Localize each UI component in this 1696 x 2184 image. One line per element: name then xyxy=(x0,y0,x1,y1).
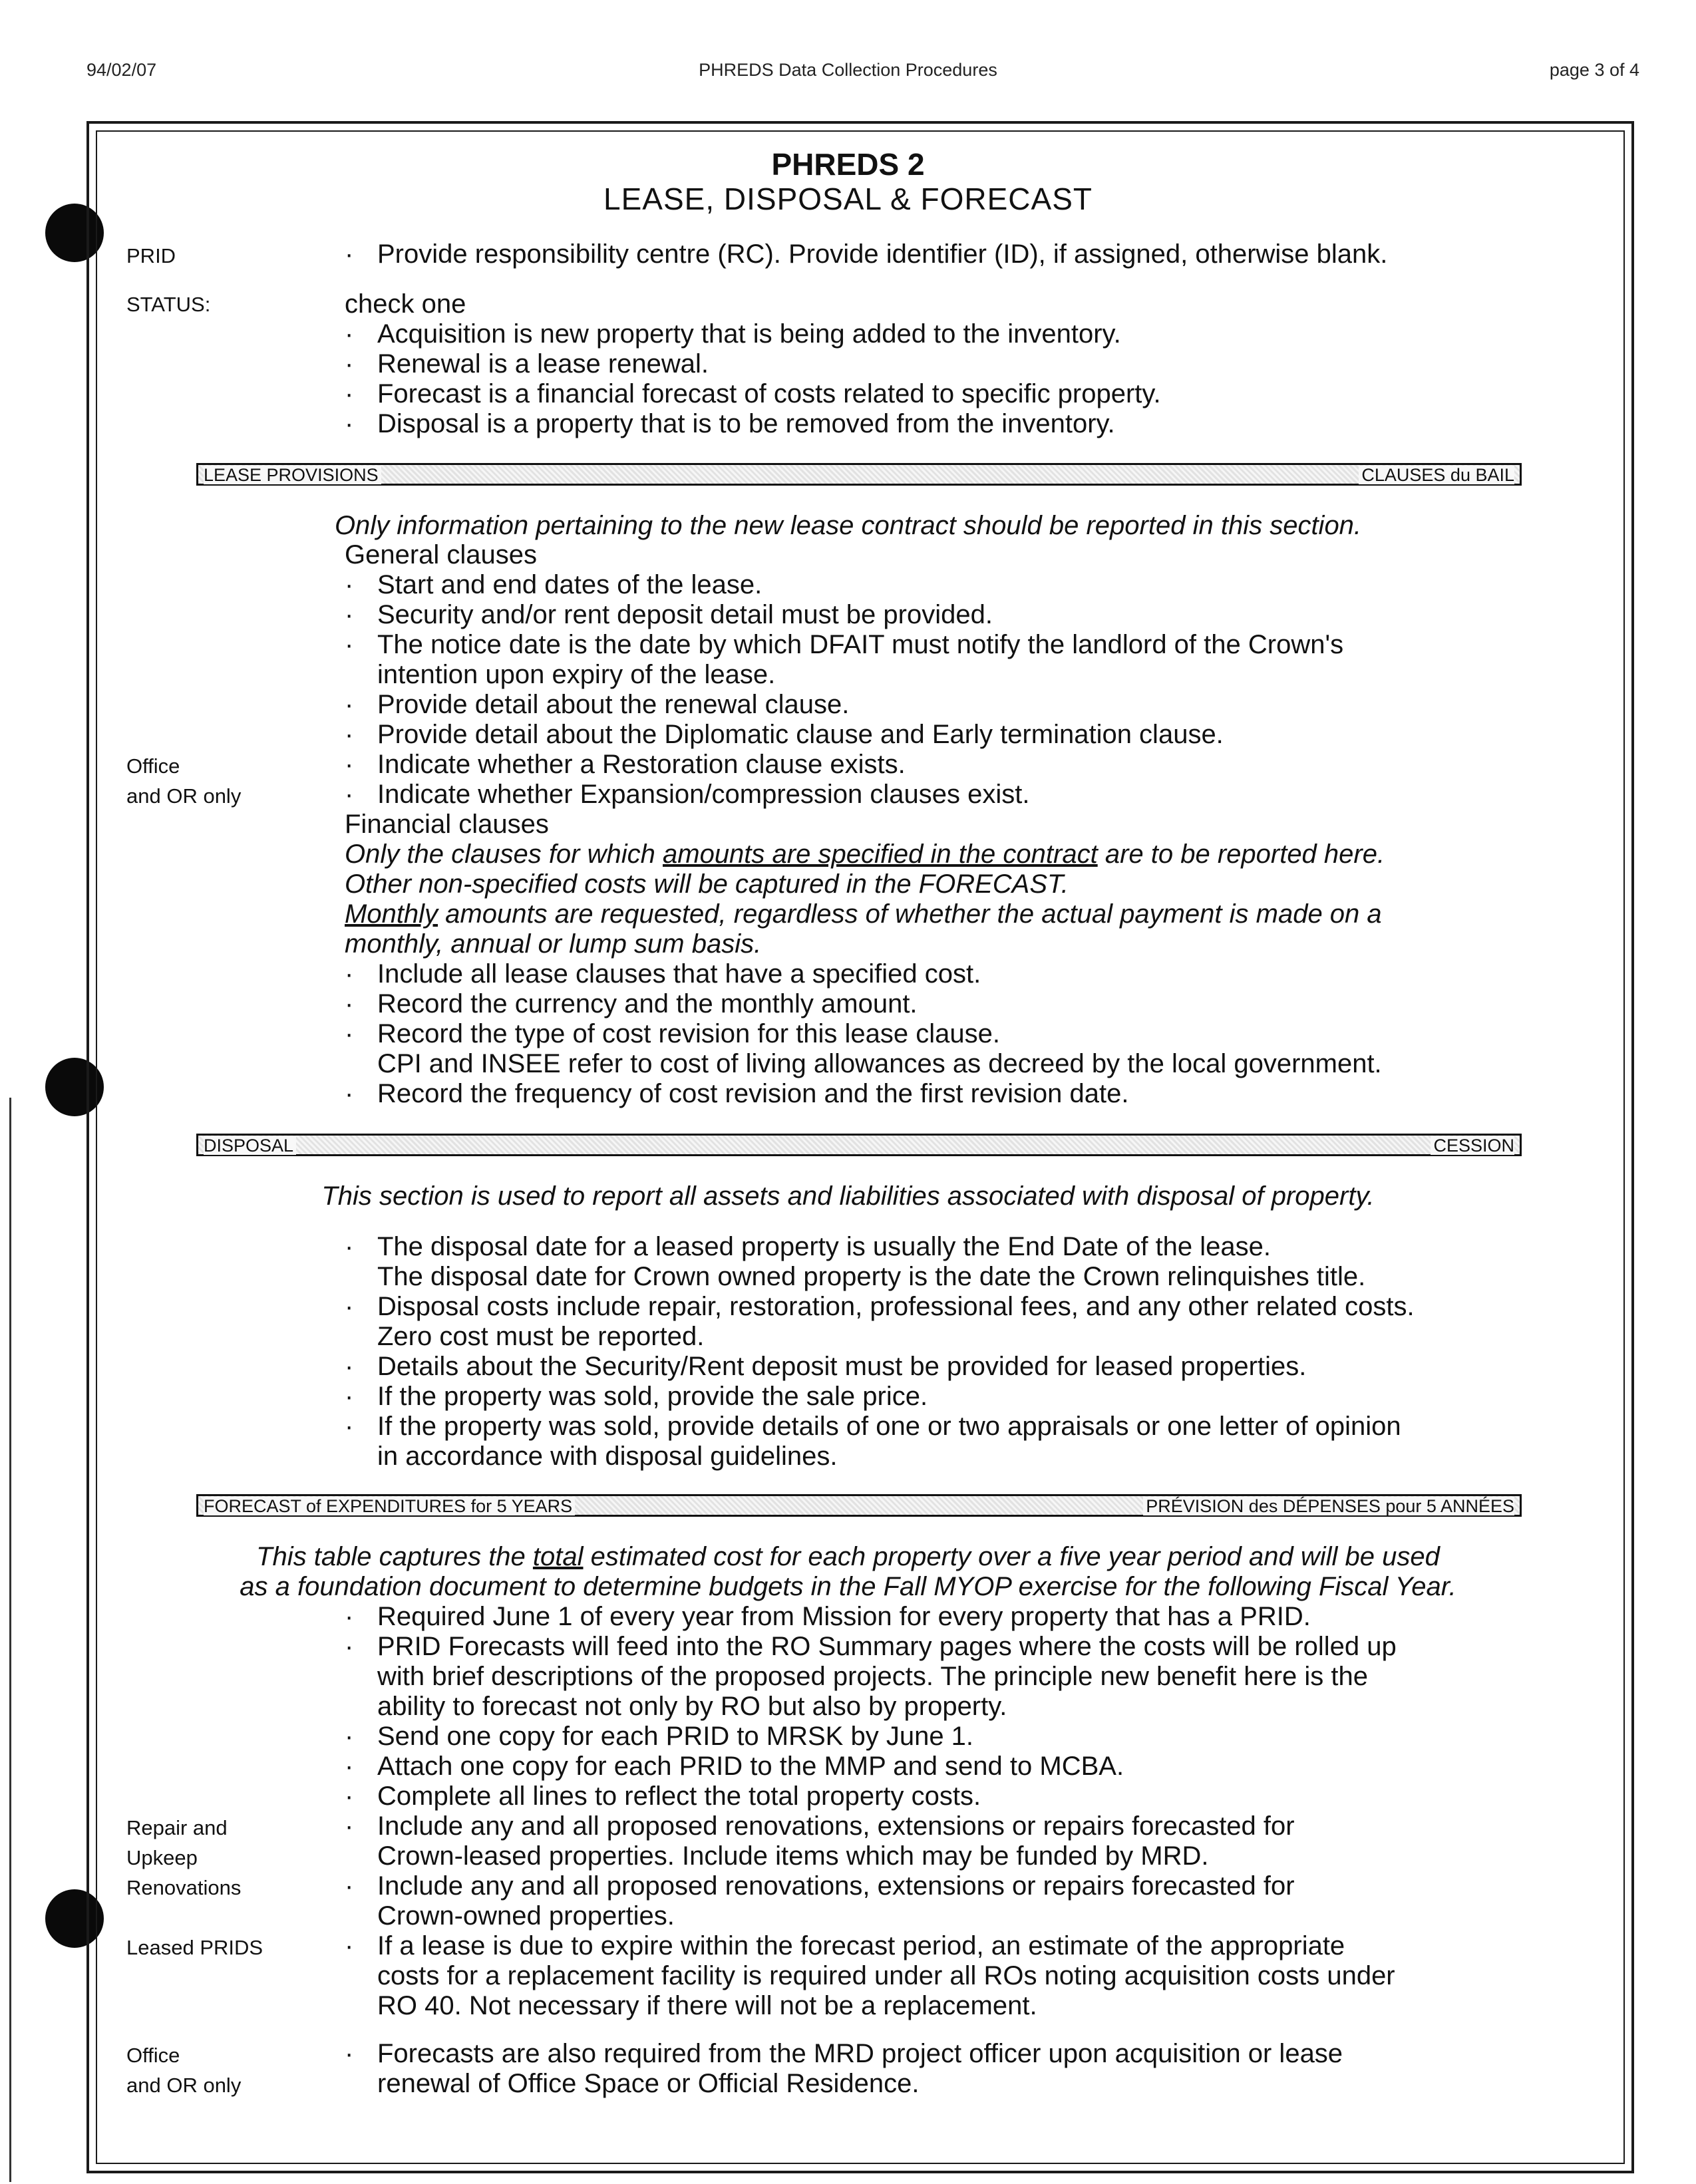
general-item: Start and end dates of the lease. xyxy=(377,570,763,599)
forecast-intro-line1: This table captures the total estimated cost for each property over a five year period and will be used xyxy=(256,1542,1440,1571)
bar-label-left: DISPOSAL xyxy=(204,1136,296,1155)
forecast-item-cont: ability to forecast not only by RO but also by property. xyxy=(377,1692,1007,1721)
forecast-item-cont: RO 40. Not necessary if there will not be a replacement. xyxy=(377,1991,1037,2020)
disposal-item: If the property was sold, provide details of one or two appraisals or one letter of opinion xyxy=(377,1412,1401,1441)
disposal-item-cont: in accordance with disposal guidelines. xyxy=(377,1442,838,1471)
financial-clauses-heading: Financial clauses xyxy=(345,810,549,839)
forecast-item: Attach one copy for each PRID to the MMP and send to MCBA. xyxy=(377,1752,1124,1781)
general-item: Indicate whether a Restoration clause exists. xyxy=(377,750,906,779)
bullet: · xyxy=(345,720,354,749)
general-item: The notice date is the date by which DFAIT must notify the landlord of the Crown's xyxy=(377,630,1344,659)
financial-note-line2: Other non-specified costs will be captured in the FORECAST. xyxy=(345,869,1069,899)
bullet: · xyxy=(345,1871,354,1901)
status-label: STATUS: xyxy=(126,293,211,316)
bullet: · xyxy=(345,1782,354,1811)
bullet: · xyxy=(345,1382,354,1411)
forecast-intro-line2: as a foundation document to determine budgets in the Fall MYOP exercise for the following Fiscal Year. xyxy=(240,1572,1456,1601)
disposal-item: Details about the Security/Rent deposit must be provided for leased properties. xyxy=(377,1352,1307,1381)
status-item: Renewal is a lease renewal. xyxy=(377,349,709,379)
bullet: · xyxy=(345,989,354,1018)
bullet: · xyxy=(345,239,354,269)
bullet: · xyxy=(345,1292,354,1321)
bullet: · xyxy=(345,349,354,379)
bar-label-right: CLAUSES du BAIL xyxy=(1359,466,1514,484)
forecast-item: PRID Forecasts will feed into the RO Summary pages where the costs will be rolled up xyxy=(377,1632,1397,1661)
status-intro: check one xyxy=(345,289,466,319)
prid-text: Provide responsibility centre (RC). Provide identifier (ID), if assigned, otherwise blank. xyxy=(377,239,1388,269)
form-subtitle: LEASE, DISPOSAL & FORECAST xyxy=(603,182,1093,216)
bullet: · xyxy=(345,1602,354,1631)
side-label-renovations: Renovations xyxy=(126,1876,242,1899)
side-label-and-or-only: and OR only xyxy=(126,2074,242,2097)
bullet: · xyxy=(345,1722,354,1751)
bullet: · xyxy=(345,1019,354,1048)
side-label-upkeep: Upkeep xyxy=(126,1846,198,1869)
forecast-item: Required June 1 of every year from Mission for every property that has a PRID. xyxy=(377,1602,1311,1631)
bullet: · xyxy=(345,690,354,719)
bullet: · xyxy=(345,959,354,989)
financial-note-line1: Only the clauses for which amounts are specified in the contract are to be reported here. xyxy=(345,840,1385,869)
financial-item: Record the type of cost revision for this lease clause. xyxy=(377,1019,1001,1048)
header-doc-title: PHREDS Data Collection Procedures xyxy=(699,60,997,80)
bullet: · xyxy=(345,1752,354,1781)
bullet: · xyxy=(345,780,354,809)
disposal-item: Disposal costs include repair, restoration, professional fees, and any other related costs. xyxy=(377,1292,1415,1321)
bullet: · xyxy=(345,379,354,408)
forecast-item: Include any and all proposed renovations, extensions or repairs forecasted for xyxy=(377,1871,1295,1901)
lease-intro: Only information pertaining to the new lease contract should be reported in this section. xyxy=(334,511,1362,540)
prid-label: PRID xyxy=(126,244,176,267)
disposal-item-cont: Zero cost must be reported. xyxy=(377,1322,705,1351)
forecast-item: Complete all lines to reflect the total property costs. xyxy=(377,1782,981,1811)
financial-note-line3: Monthly amounts are requested, regardless of whether the actual payment is made on a xyxy=(345,899,1382,929)
side-label-office: Office xyxy=(126,2044,180,2067)
bar-label-right: PRÉVISION des DÉPENSES pour 5 ANNÉES xyxy=(1143,1497,1514,1515)
bullet: · xyxy=(345,1811,354,1841)
bullet: · xyxy=(345,2039,354,2068)
section-bar-forecast xyxy=(196,1494,1522,1517)
forecast-item-cont: renewal of Office Space or Official Residence. xyxy=(377,2069,920,2098)
bullet: · xyxy=(345,1412,354,1441)
general-item: Provide detail about the renewal clause. xyxy=(377,690,850,719)
status-item: Forecast is a financial forecast of costs related to specific property. xyxy=(377,379,1161,408)
bar-label-left: LEASE PROVISIONS xyxy=(204,466,381,484)
forecast-item-cont: Crown-leased properties. Include items which may be funded by MRD. xyxy=(377,1841,1209,1871)
bullet: · xyxy=(345,750,354,779)
bullet: · xyxy=(345,1232,354,1261)
margin-line xyxy=(9,1098,11,2182)
bullet: · xyxy=(345,1352,354,1381)
disposal-intro: This section is used to report all assets and liabilities associated with disposal of property. xyxy=(321,1181,1375,1211)
form-title: PHREDS 2 xyxy=(771,147,925,182)
bullet: · xyxy=(345,1931,354,1960)
header-page-number: page 3 of 4 xyxy=(1549,60,1639,80)
header-date: 94/02/07 xyxy=(86,60,157,80)
financial-item-cont: CPI and INSEE refer to cost of living allowances as decreed by the local government. xyxy=(377,1049,1382,1078)
forecast-item-cont: costs for a replacement facility is required under all ROs noting acquisition costs under xyxy=(377,1961,1395,1990)
side-label-leased-prids: Leased PRIDS xyxy=(126,1936,263,1959)
disposal-item-cont: The disposal date for Crown owned property is the date the Crown relinquishes title. xyxy=(377,1262,1366,1291)
bullet: · xyxy=(345,630,354,659)
bullet: · xyxy=(345,1632,354,1661)
status-item: Disposal is a property that is to be removed from the inventory. xyxy=(377,409,1115,438)
side-label-and-or-only: and OR only xyxy=(126,784,242,808)
general-item-cont: intention upon expiry of the lease. xyxy=(377,660,776,689)
disposal-item: The disposal date for a leased property is usually the End Date of the lease. xyxy=(377,1232,1272,1261)
bullet: · xyxy=(345,600,354,629)
side-label-office: Office xyxy=(126,754,180,778)
general-item: Indicate whether Expansion/compression clauses exist. xyxy=(377,780,1030,809)
status-item: Acquisition is new property that is being added to the inventory. xyxy=(377,319,1121,349)
general-item: Provide detail about the Diplomatic clause and Early termination clause. xyxy=(377,720,1224,749)
forecast-item: Include any and all proposed renovations, extensions or repairs forecasted for xyxy=(377,1811,1295,1841)
bullet: · xyxy=(345,570,354,599)
general-clauses-heading: General clauses xyxy=(345,540,538,569)
financial-item: Include all lease clauses that have a specified cost. xyxy=(377,959,981,989)
bar-label-right: CESSION xyxy=(1431,1136,1514,1155)
forecast-item-cont: with brief descriptions of the proposed projects. The principle new benefit here is the xyxy=(377,1662,1368,1691)
disposal-item: If the property was sold, provide the sale price. xyxy=(377,1382,928,1411)
bullet: · xyxy=(345,409,354,438)
general-item: Security and/or rent deposit detail must be provided. xyxy=(377,600,993,629)
bar-label-left: FORECAST of EXPENDITURES for 5 YEARS xyxy=(204,1497,575,1515)
forecast-item-cont: Crown-owned properties. xyxy=(377,1901,675,1931)
forecast-item: Forecasts are also required from the MRD project officer upon acquisition or lease xyxy=(377,2039,1343,2068)
section-bar-disposal xyxy=(196,1134,1522,1156)
forecast-item: If a lease is due to expire within the forecast period, an estimate of the appropriate xyxy=(377,1931,1345,1960)
bullet: · xyxy=(345,1079,354,1108)
section-bar-lease xyxy=(196,463,1522,486)
bullet: · xyxy=(345,319,354,349)
side-label-repair-and: Repair and xyxy=(126,1816,228,1839)
forecast-item: Send one copy for each PRID to MRSK by June 1. xyxy=(377,1722,974,1751)
financial-item: Record the frequency of cost revision and the first revision date. xyxy=(377,1079,1129,1108)
financial-note-line4: monthly, annual or lump sum basis. xyxy=(345,929,762,959)
financial-item: Record the currency and the monthly amount. xyxy=(377,989,918,1018)
